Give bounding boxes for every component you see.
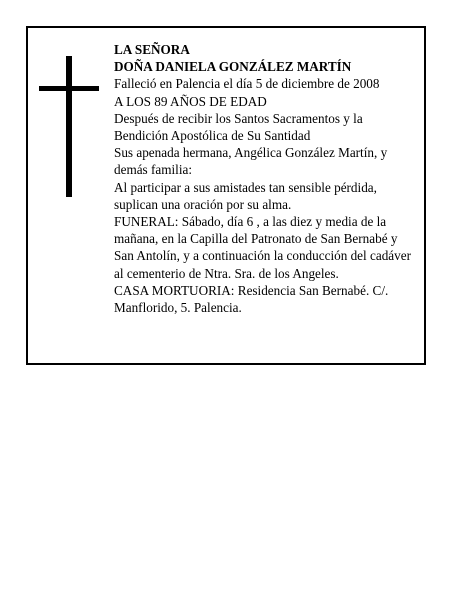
family-text: Sus apenada hermana, Angélica González Martín, y demás familia:: [114, 145, 388, 178]
funeral-details: FUNERAL: Sábado, día 6 , a las diez y media de la mañana, en la Capilla del Patronato de San Bernabé y San Antolín, y a continuación la conducción del cadáver al cementerio de Ntra. Sra. de los Angeles.: [114, 214, 411, 281]
mortuary-address: CASA MORTUORIA: Residencia San Bernabé. C/. Manflorido, 5. Palencia.: [114, 282, 389, 316]
cross-horizontal-bar: [39, 86, 99, 91]
deceased-name: DOÑA DANIELA GONZÁLEZ MARTÍN: [114, 59, 352, 75]
age-line: A LOS 89 AÑOS DE EDAD: [114, 93, 267, 109]
obituary-notice: [26, 26, 426, 365]
cross-vertical-bar: [66, 56, 72, 197]
death-date: Falleció en Palencia el día 5 de diciembre de 2008: [114, 76, 380, 92]
notice-text: [114, 41, 420, 316]
sacraments-text: Después de recibir los Santos Sacramentos y la Bendición Apostólica de Su Santidad: [114, 110, 363, 144]
prayer-request: Al participar a sus amistades tan sensible pérdida, suplican una oración por su alma.: [114, 179, 377, 212]
title-line-1: LA SEÑORA: [114, 42, 190, 57]
